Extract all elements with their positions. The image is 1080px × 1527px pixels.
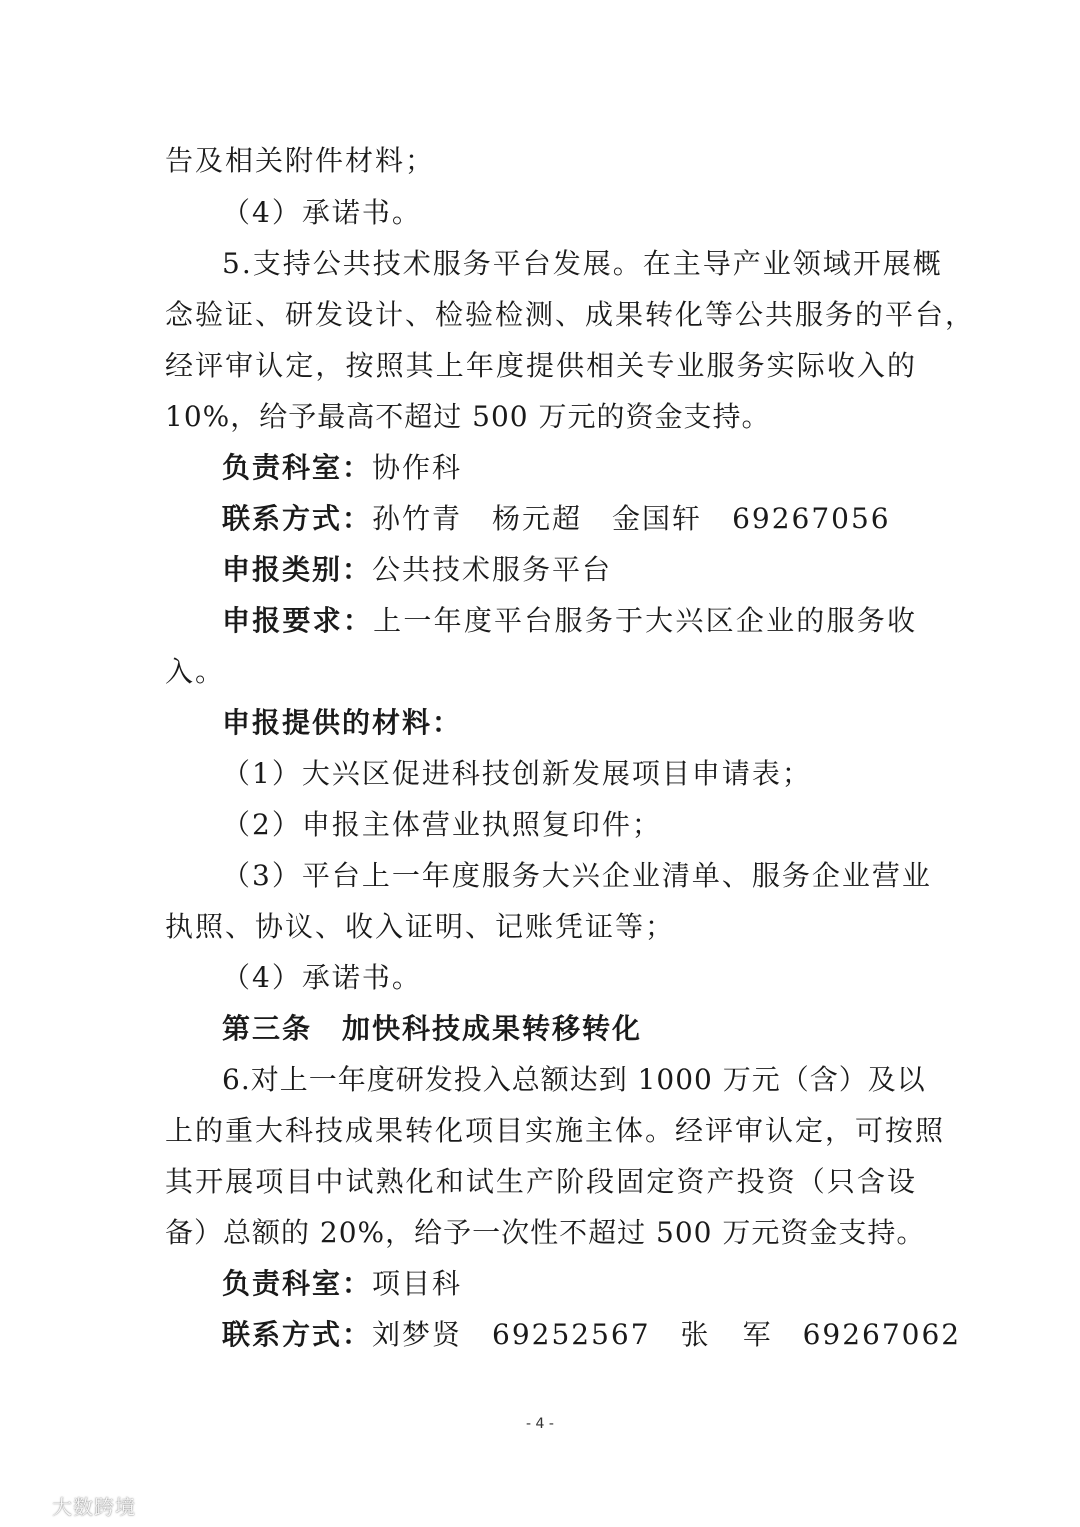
list-item: （4）承诺书。 <box>222 961 422 994</box>
paragraph-line: 念验证、研发设计、检验检测、成果转化等公共服务的平台， <box>165 298 976 331</box>
paragraph-line: 10%，给予最高不超过 500 万元的资金支持。 <box>165 400 771 433</box>
application-category <box>222 552 917 588</box>
chat-bubble-icon <box>12 1494 46 1516</box>
paragraph-line: 备）总额的 20%，给予一次性不超过 500 万元资金支持。 <box>165 1216 926 1249</box>
contact-name: 军 <box>742 1318 773 1351</box>
contact-name: 刘梦贤 <box>372 1318 463 1351</box>
field-label: 联系方式： <box>222 1318 373 1351</box>
contact-phone: 69267062 <box>802 1318 962 1351</box>
field-value: 公共技术服务平台 <box>372 553 613 586</box>
field-label: 负责科室： <box>222 1267 373 1300</box>
field-value: 上一年度平台服务于大兴区企业的服务收 <box>373 604 917 637</box>
paragraph-line: 告及相关附件材料； <box>165 144 436 177</box>
paragraph-line: 执照、协议、收入证明、记账凭证等； <box>165 910 676 943</box>
contact-info <box>222 501 917 537</box>
responsible-office <box>222 1266 917 1302</box>
article-heading <box>222 1011 917 1047</box>
watermark <box>12 1490 136 1520</box>
list-item: （3）平台上一年度服务大兴企业清单、服务企业营业 <box>222 859 932 892</box>
responsible-office <box>222 450 917 486</box>
field-label: 申报要求： <box>222 604 374 637</box>
paragraph-line: 经评审认定，按照其上年度提供相关专业服务实际收入的 <box>165 349 917 382</box>
contact-name: 杨元超 <box>492 502 583 535</box>
paragraph-line: 5.支持公共技术服务平台发展。在主导产业领域开展概 <box>222 247 943 280</box>
watermark-text: 大数跨境 <box>52 1494 136 1519</box>
paragraph-line: 上的重大科技成果转化项目实施主体。经评审认定，可按照 <box>165 1114 946 1147</box>
contact-phone: 69252567 <box>492 1318 651 1351</box>
contact-info <box>222 1317 962 1353</box>
list-item: （4）承诺书。 <box>222 196 422 229</box>
contact-name: 孙竹青 <box>372 502 463 535</box>
article-number: 第三条 <box>222 1012 313 1045</box>
page-number: - 4 - <box>526 1416 554 1432</box>
list-item: （2）申报主体营业执照复印件； <box>222 808 662 841</box>
list-item: （1）大兴区促进科技创新发展项目申请表； <box>222 757 812 790</box>
paragraph-line: 6.对上一年度研发投入总额达到 1000 万元（含）及以 <box>222 1063 926 1096</box>
field-value: 协作科 <box>372 451 463 484</box>
field-label: 申报类别： <box>222 553 373 586</box>
contact-phone: 69267056 <box>732 502 891 535</box>
contact-name: 张 <box>680 1318 711 1351</box>
paragraph-line: 其开展项目中试熟化和试生产阶段固定资产投资（只含设 <box>165 1165 917 1198</box>
field-value: 项目科 <box>372 1267 463 1300</box>
field-label: 联系方式： <box>222 502 373 535</box>
field-label: 负责科室： <box>222 451 373 484</box>
paragraph-line: 入。 <box>165 655 226 688</box>
application-requirement <box>222 603 917 639</box>
contact-name: 金国轩 <box>612 502 703 535</box>
article-title: 加快科技成果转移转化 <box>342 1012 643 1045</box>
section-heading: 申报提供的材料： <box>222 706 463 739</box>
